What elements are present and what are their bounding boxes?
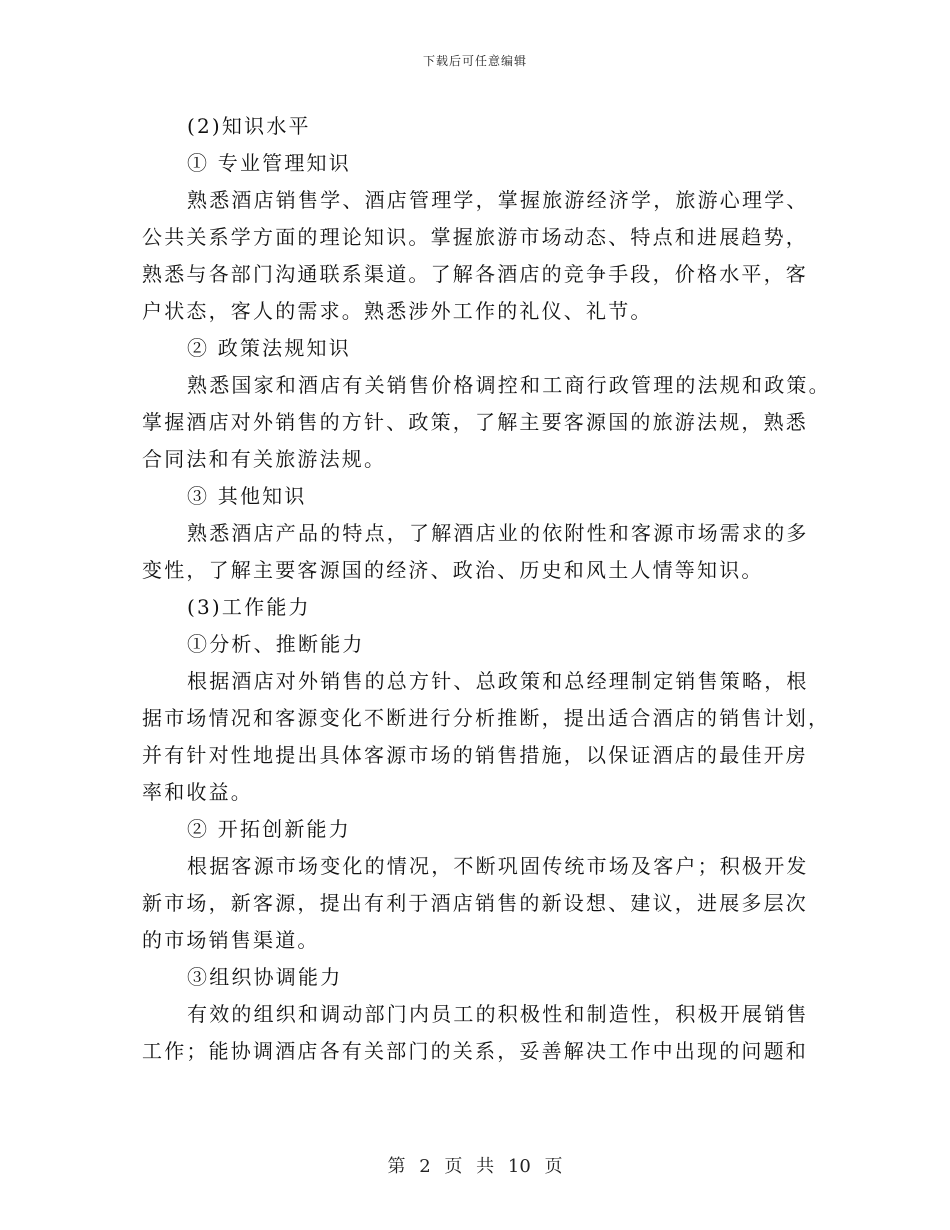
paragraph-line: 并有针对性地提出具体客源市场的销售措施，以保证酒店的最佳开房 bbox=[142, 743, 808, 767]
paragraph-line: 变性，了解主要客源国的经济、政治、历史和风土人情等知识。 bbox=[142, 558, 764, 582]
paragraph-line: 的市场销售渠道。 bbox=[142, 928, 320, 952]
page-footer bbox=[0, 1152, 950, 1178]
paragraph-line: 工作；能协调酒店各有关部门的关系，妥善解决工作中出现的问题和 bbox=[142, 1039, 808, 1063]
paragraph-line: 率和收益。 bbox=[142, 780, 253, 804]
subsection-label: ① 专业管理知识 bbox=[187, 151, 351, 175]
paragraph-line: 合同法和有关旅游法规。 bbox=[142, 447, 387, 471]
document-body bbox=[142, 108, 831, 1070]
subsection-label: ② 政策法规知识 bbox=[187, 336, 351, 360]
paragraph-line: 据市场情况和客源变化不断进行分析推断，提出适合酒店的销售计划， bbox=[142, 706, 831, 730]
subsection-label: ③组织协调能力 bbox=[187, 965, 343, 989]
footer-page-word: 页 bbox=[444, 1156, 463, 1177]
paragraph-line: 根据客源市场变化的情况，不断巩固传统市场及客户；积极开发 bbox=[187, 854, 809, 878]
paragraph-line: 根据酒店对外销售的总方针、总政策和总经理制定销售策略，根 bbox=[187, 669, 809, 693]
paragraph-line: 熟悉国家和酒店有关销售价格调控和工商行政管理的法规和政策。 bbox=[187, 373, 831, 397]
paragraph-line: 熟悉酒店销售学、酒店管理学，掌握旅游经济学，旅游心理学、 bbox=[187, 188, 809, 212]
paragraph-line: 熟悉酒店产品的特点，了解酒店业的依附性和客源市场需求的多 bbox=[187, 521, 809, 545]
section-heading: (2)知识水平 bbox=[187, 114, 311, 138]
subsection-label: ③ 其他知识 bbox=[187, 484, 307, 508]
total-pages-number: 10 bbox=[507, 1156, 531, 1177]
footer-total-word: 共 bbox=[476, 1156, 495, 1177]
page-header: 下载后可任意编辑 bbox=[422, 54, 527, 68]
paragraph-line: 户状态，客人的需求。熟悉涉外工作的礼仪、礼节。 bbox=[142, 299, 653, 323]
footer-prefix: 第 bbox=[387, 1156, 406, 1177]
paragraph-line: 熟悉与各部门沟通联系渠道。了解各酒店的竞争手段，价格水平，客 bbox=[142, 262, 808, 286]
subsection-label: ② 开拓创新能力 bbox=[187, 817, 351, 841]
paragraph-line: 公共关系学方面的理论知识。掌握旅游市场动态、特点和进展趋势， bbox=[142, 225, 808, 249]
current-page-number: 2 bbox=[419, 1156, 431, 1177]
subsection-label: ①分析、推断能力 bbox=[187, 632, 365, 656]
paragraph-line: 有效的组织和调动部门内员工的积极性和制造性，积极开展销售 bbox=[187, 1002, 809, 1026]
section-heading: (3)工作能力 bbox=[187, 595, 311, 619]
paragraph-line: 新市场，新客源，提出有利于酒店销售的新设想、建议，进展多层次 bbox=[142, 891, 808, 915]
paragraph-line: 掌握酒店对外销售的方针、政策，了解主要客源国的旅游法规，熟悉 bbox=[142, 410, 808, 434]
footer-suffix: 页 bbox=[544, 1156, 563, 1177]
